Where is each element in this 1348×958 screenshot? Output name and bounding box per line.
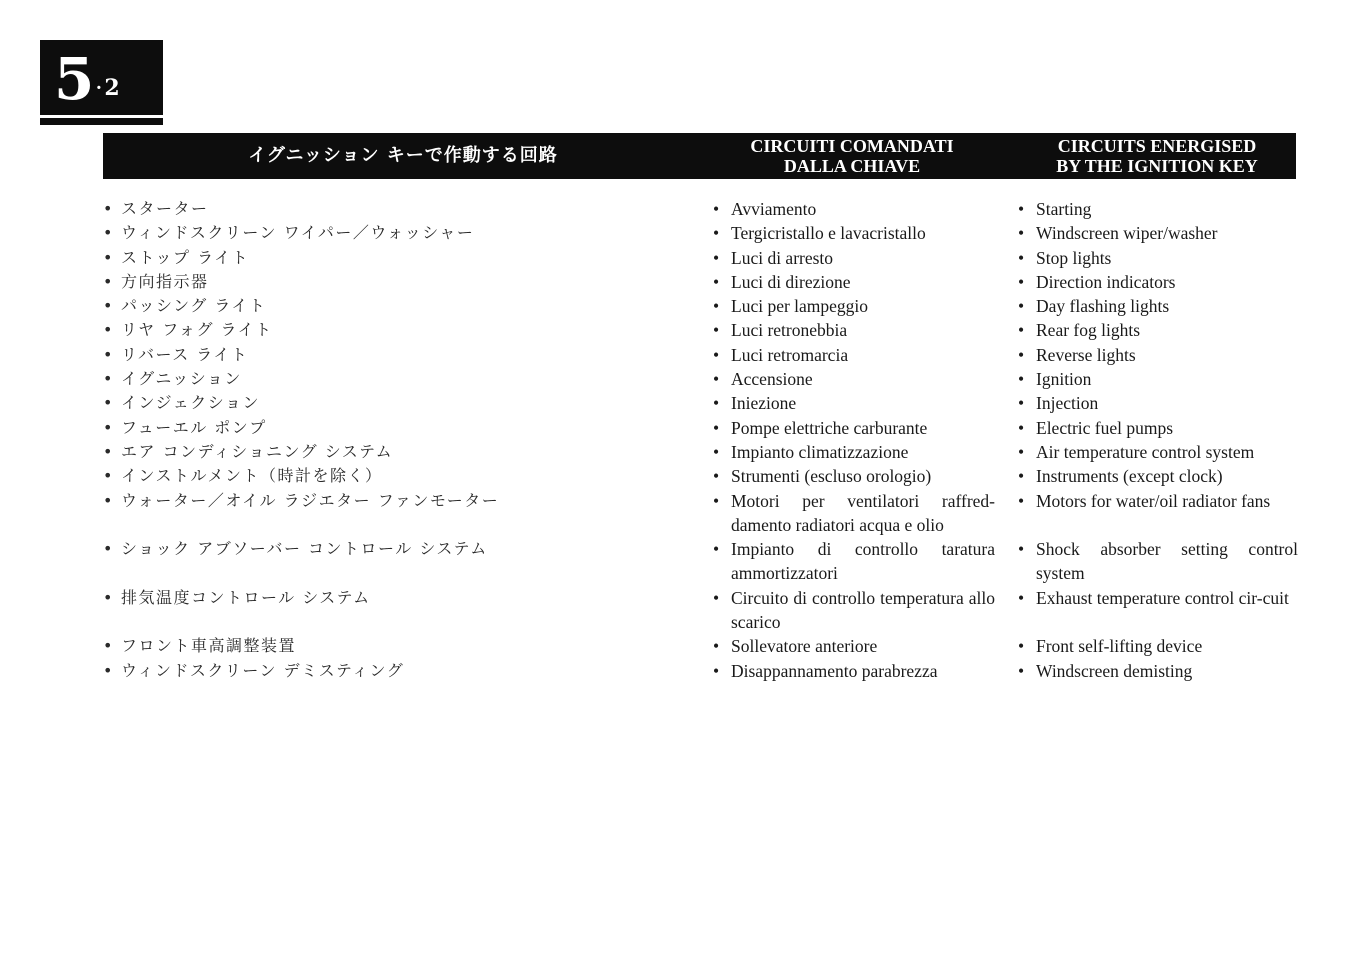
list-item: • Exhaust temperature control cir-cuit [1018, 586, 1298, 635]
list-item: • Shock absorber setting control system [1018, 537, 1298, 586]
list-item: • Luci retromarcia [713, 343, 995, 367]
list-item: • ウィンドスクリーン デミスティング [103, 659, 663, 683]
list-item: • Ignition [1018, 367, 1298, 391]
section-number-badge [40, 40, 163, 115]
italian-circuit-list [713, 197, 995, 683]
list-item: • ウィンドスクリーン ワイパー／ウォッシャー [103, 221, 663, 245]
header-japanese [103, 133, 703, 179]
list-item: • エア コンディショニング システム [103, 440, 663, 464]
list-item: • Luci di arresto [713, 246, 995, 270]
list-item: • Motori per ventilatori raffred-damento radiatori acqua e olio [713, 489, 995, 538]
list-item: • Windscreen demisting [1018, 659, 1298, 683]
list-item: • Windscreen wiper/washer [1018, 221, 1298, 245]
list-item: • Day flashing lights [1018, 294, 1298, 318]
list-item: • ストップ ライト [103, 246, 663, 270]
list-item: • Electric fuel pumps [1018, 416, 1298, 440]
table-header-bar [103, 133, 1296, 179]
list-item: • フューエル ポンプ [103, 416, 663, 440]
list-item: • Sollevatore anteriore [713, 634, 995, 658]
list-item: • Tergicristallo e lavacristallo [713, 221, 995, 245]
list-item: • Motors for water/oil radiator fans [1018, 489, 1298, 538]
list-item: • インストルメント（時計を除く） [103, 464, 663, 488]
list-item: • フロント車高調整装置 [103, 634, 663, 658]
list-item: • パッシング ライト [103, 294, 663, 318]
list-item: • Avviamento [713, 197, 995, 221]
list-item: • Starting [1018, 197, 1298, 221]
header-italian [723, 133, 981, 179]
list-item: • Iniezione [713, 391, 995, 415]
list-item: • リヤ フォグ ライト [103, 318, 663, 342]
list-item: • Impianto climatizzazione [713, 440, 995, 464]
list-item: • リバース ライト [103, 343, 663, 367]
list-item: • Luci per lampeggio [713, 294, 995, 318]
list-item: • イグニッション [103, 367, 663, 391]
header-english [1028, 133, 1286, 179]
list-item: • Injection [1018, 391, 1298, 415]
list-item: • Circuito di controllo temperatura allo scarico [713, 586, 995, 635]
header-english-line2: BY THE IGNITION KEY [1056, 156, 1258, 176]
list-item: • Front self-lifting device [1018, 634, 1298, 658]
list-item: • Luci retronebbia [713, 318, 995, 342]
section-separator-dot: . [96, 72, 102, 94]
list-item: • Accensione [713, 367, 995, 391]
section-major-number: 5 [54, 45, 95, 113]
list-item: • Rear fog lights [1018, 318, 1298, 342]
section-minor-number: 2 [104, 75, 120, 101]
list-item: • Stop lights [1018, 246, 1298, 270]
english-circuit-list [1018, 197, 1298, 683]
list-item: • Instruments (except clock) [1018, 464, 1298, 488]
header-italian-line2: DALLA CHIAVE [783, 156, 921, 176]
header-english-line1: CIRCUITS ENERGISED [1057, 136, 1257, 156]
header-italian-line1: CIRCUITI COMANDATI [750, 136, 954, 156]
header-japanese-text: イグニッション キーで作動する回路 [248, 145, 558, 166]
list-item: • Reverse lights [1018, 343, 1298, 367]
list-item: • Air temperature control system [1018, 440, 1298, 464]
list-item: • インジェクション [103, 391, 663, 415]
list-item: • Impianto di controllo taratura ammortizzatori [713, 537, 995, 586]
list-item: • 方向指示器 [103, 270, 663, 294]
section-badge-underline [40, 118, 163, 125]
list-item: • スターター [103, 197, 663, 221]
list-item: • ショック アブソーバー コントロール システム [103, 537, 663, 586]
list-item: • ウォーター／オイル ラジエター ファンモーター [103, 489, 663, 538]
list-item: • Direction indicators [1018, 270, 1298, 294]
list-item: • Luci di direzione [713, 270, 995, 294]
list-item: • Disappannamento parabrezza [713, 659, 995, 683]
japanese-circuit-list [103, 197, 663, 683]
list-item: • 排気温度コントロール システム [103, 586, 663, 635]
list-item: • Strumenti (escluso orologio) [713, 464, 995, 488]
list-item: • Pompe elettriche carburante [713, 416, 995, 440]
